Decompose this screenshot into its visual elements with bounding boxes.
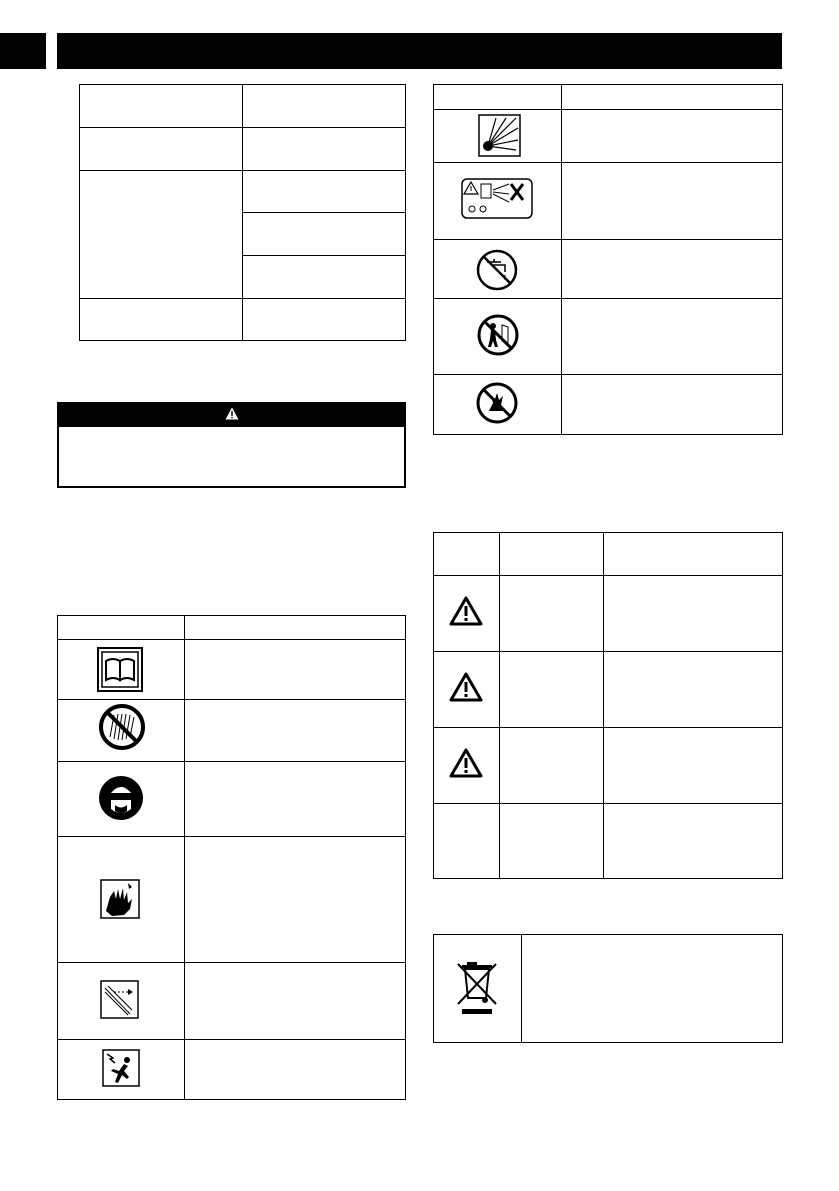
warning-triangle-icon xyxy=(225,407,239,420)
symbols-right-row-line xyxy=(433,374,783,375)
do-not-spray-people-icon xyxy=(461,178,533,219)
spec-table-row-line xyxy=(79,298,406,299)
electric-shock-icon xyxy=(102,1049,140,1087)
safety-levels-row-line xyxy=(433,575,783,576)
warning-box-header xyxy=(57,402,406,427)
symbols-left-row-line xyxy=(57,836,406,837)
crossed-out-wheeled-bin-icon xyxy=(454,958,500,1016)
safety-levels-table xyxy=(433,532,783,879)
wear-eye-protection-icon xyxy=(98,775,144,821)
symbols-left-row-line xyxy=(57,761,406,762)
symbols-right-row-line xyxy=(433,162,783,163)
symbols-right-row-line xyxy=(433,239,783,240)
read-manual-icon xyxy=(97,647,143,692)
safety-levels-row-line xyxy=(433,803,783,804)
spec-table-row-line xyxy=(79,127,406,128)
symbols-left-row-line xyxy=(57,1039,406,1040)
no-hand-icon xyxy=(475,381,519,425)
safety-levels-divider-1 xyxy=(499,532,500,879)
spec-table-row-line xyxy=(79,170,406,171)
safety-levels-divider-2 xyxy=(603,532,604,879)
spec-table-row-line xyxy=(242,255,406,256)
hand-injection-icon xyxy=(100,879,140,919)
safety-levels-row-line xyxy=(433,651,783,652)
warning-triangle-icon xyxy=(449,748,483,778)
page-number-tab xyxy=(0,33,46,69)
disposal-box-bottom-line xyxy=(433,1042,783,1043)
section-title-bar xyxy=(57,33,782,69)
symbols-left-row-line xyxy=(57,699,406,700)
disposal-box-divider xyxy=(521,934,522,1043)
warning-triangle-icon xyxy=(449,672,483,702)
symbols-right-row-line xyxy=(433,109,783,110)
no-faucet-icon xyxy=(475,248,519,292)
explosion-icon xyxy=(478,114,521,157)
spec-table-row-line xyxy=(242,212,406,213)
symbols-right-row-line xyxy=(433,298,783,299)
symbols-left-row-line xyxy=(57,639,406,640)
warning-triangle-icon xyxy=(449,596,483,626)
symbols-table-right-divider xyxy=(561,84,562,435)
no-person-icon xyxy=(476,313,520,357)
symbols-table-left-divider xyxy=(184,615,185,1100)
symbols-left-row-line xyxy=(57,962,406,963)
no-rain-icon xyxy=(98,703,146,751)
spray-icon xyxy=(100,980,139,1019)
safety-levels-row-line xyxy=(433,727,783,728)
